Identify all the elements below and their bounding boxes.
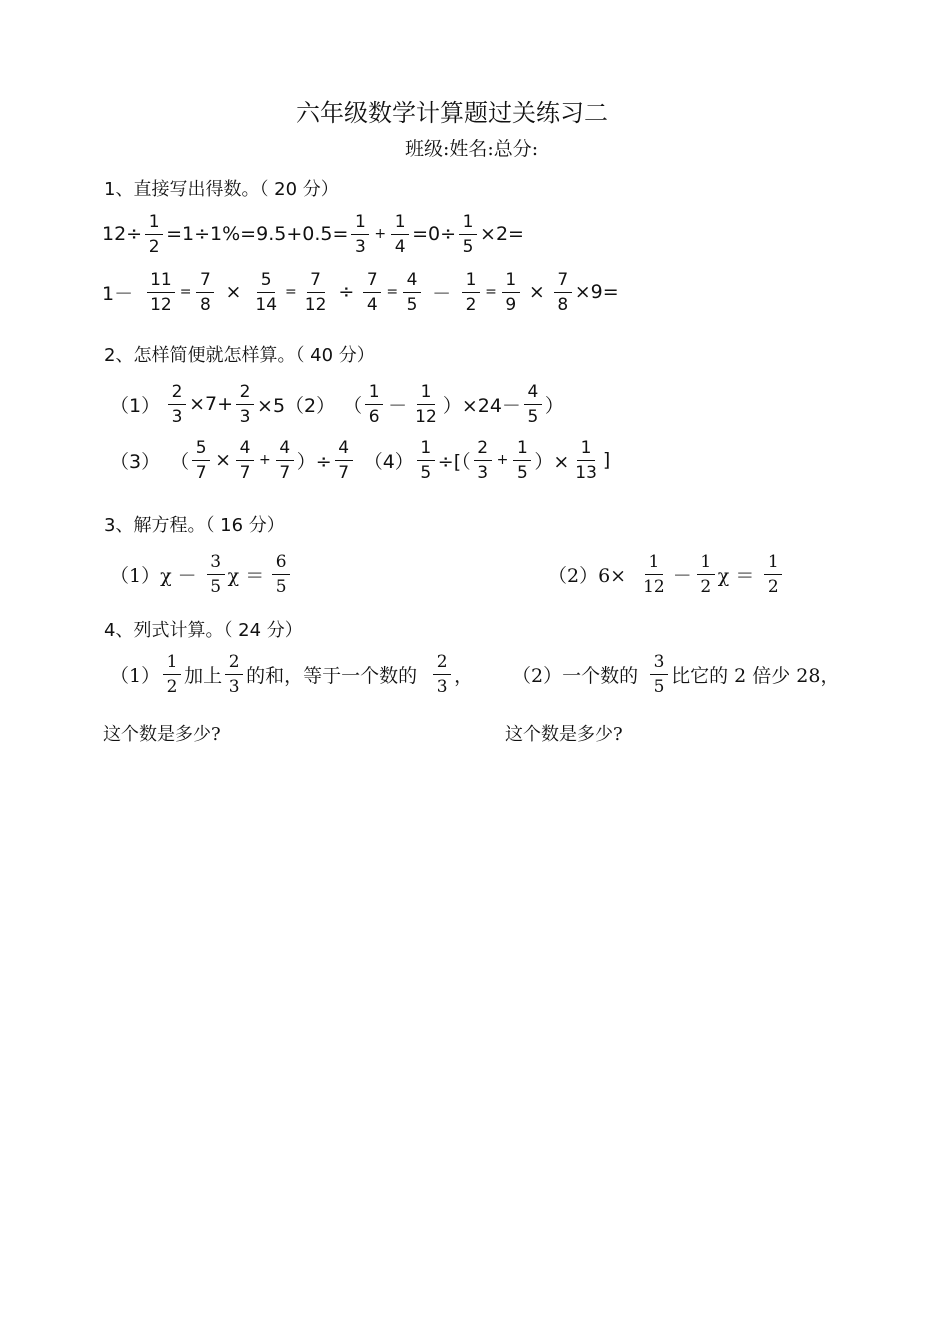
fraction: $\frac{1}{12}$ xyxy=(643,551,665,597)
fraction: $\frac{5}{14}$ xyxy=(255,269,278,315)
fraction: $\frac{5}{7}$ xyxy=(192,438,210,483)
word-problem-1 xyxy=(110,642,473,706)
text: =1÷1%=9.5+0.5= xyxy=(166,223,349,245)
text: ×7+ xyxy=(189,393,234,415)
text: 12÷ xyxy=(102,223,143,245)
fraction: $\frac{1}{12}$ xyxy=(415,381,437,427)
fraction: $\frac{1}{3}$ xyxy=(351,212,369,257)
equals-sign: = xyxy=(179,284,192,300)
paren: ） xyxy=(544,394,564,417)
text: ÷[（ xyxy=(437,450,471,473)
text: =0÷ xyxy=(412,223,457,245)
text: ×5（2） xyxy=(257,394,336,417)
fraction: $\frac{3}{5}$ xyxy=(207,552,225,597)
text: （1）χ － xyxy=(110,564,197,587)
fraction: $\frac{6}{5}$ xyxy=(272,552,290,597)
section-4-heading: 4、列式计算。（ 24 分） xyxy=(104,620,303,641)
section-1-heading: 1、直接写出得数。（ 20 分） xyxy=(104,179,339,200)
q2-row-1 xyxy=(110,372,564,436)
q1-row-2 xyxy=(102,260,619,324)
minus-sign: － xyxy=(672,564,692,587)
text: （2）6× xyxy=(548,564,627,587)
divide-sign: ÷ xyxy=(338,281,355,303)
label: （3） xyxy=(110,450,161,473)
fraction: $\frac{2}{3}$ xyxy=(168,382,186,427)
times-sign: × xyxy=(528,281,545,303)
fraction: $\frac{7}{12}$ xyxy=(304,269,327,315)
equals-sign: = xyxy=(485,284,497,300)
text: ）÷ xyxy=(296,450,332,473)
q1-row-1 xyxy=(102,202,524,266)
fraction: $\frac{2}{3}$ xyxy=(225,652,243,697)
equation-2 xyxy=(548,542,785,606)
section-3-heading: 3、解方程。（ 16 分） xyxy=(104,515,285,536)
text: 的和，等于一个数的 xyxy=(246,664,418,687)
question-prompt-1: 这个数是多少? xyxy=(103,724,221,745)
text: ×2= xyxy=(480,223,524,245)
text: ×9= xyxy=(574,281,619,303)
fraction: $\frac{1}{2}$ xyxy=(462,270,480,315)
fraction: $\frac{4}{7}$ xyxy=(335,438,353,483)
section-2-heading: 2、怎样简便就怎样算。（ 40 分） xyxy=(104,345,375,366)
label: （4） xyxy=(363,450,414,473)
fraction: $\frac{1}{6}$ xyxy=(365,382,383,427)
paren: （ xyxy=(170,450,190,473)
fraction: $\frac{4}{7}$ xyxy=(276,438,294,483)
label: （1） xyxy=(110,394,161,417)
text: ， xyxy=(454,664,474,687)
plus-sign: + xyxy=(496,452,509,468)
fraction: $\frac{4}{7}$ xyxy=(236,438,254,483)
question-prompt-2: 这个数是多少? xyxy=(505,724,623,745)
times-sign: × xyxy=(215,449,232,471)
fraction: $\frac{1}{2}$ xyxy=(145,212,163,257)
text: ）× xyxy=(534,450,570,473)
fraction: $\frac{1}{2}$ xyxy=(163,652,181,697)
q2-row-2 xyxy=(110,428,610,492)
fraction: $\frac{1}{13}$ xyxy=(575,437,597,483)
fraction: $\frac{7}{8}$ xyxy=(554,270,572,315)
text: ）×24－ xyxy=(442,394,521,417)
fraction: $\frac{2}{3}$ xyxy=(474,438,492,483)
minus-sign: － xyxy=(388,394,408,417)
bracket: ] xyxy=(602,449,611,471)
fraction: $\frac{4}{5}$ xyxy=(524,382,542,427)
text: 加上 xyxy=(184,664,223,687)
fraction: $\frac{7}{4}$ xyxy=(363,270,381,315)
fraction: $\frac{1}{9}$ xyxy=(502,270,520,315)
fraction: $\frac{1}{2}$ xyxy=(764,552,782,597)
times-sign: × xyxy=(225,281,242,303)
fraction: $\frac{7}{8}$ xyxy=(196,270,214,315)
text: χ ＝ xyxy=(227,564,265,587)
equation-1 xyxy=(110,542,293,606)
fraction: $\frac{1}{5}$ xyxy=(417,438,435,483)
text: 1－ xyxy=(102,282,134,305)
word-problem-2 xyxy=(512,642,839,706)
paren: （ xyxy=(343,394,363,417)
fraction: $\frac{3}{5}$ xyxy=(650,652,668,697)
student-info-line: 班级:姓名:总分: xyxy=(405,138,539,160)
equals-sign: = xyxy=(386,284,399,300)
fraction: $\frac{4}{5}$ xyxy=(403,270,421,315)
fraction: $\frac{1}{5}$ xyxy=(513,438,531,483)
text: （2）一个数的 xyxy=(512,664,639,687)
fraction: $\frac{2}{3}$ xyxy=(433,652,451,697)
minus-sign: － xyxy=(432,282,452,305)
fraction: $\frac{1}{4}$ xyxy=(391,212,409,257)
fraction: $\frac{1}{2}$ xyxy=(697,552,715,597)
fraction: $\frac{2}{3}$ xyxy=(236,382,254,427)
text: 比它的 2 倍少 28， xyxy=(671,664,840,687)
fraction: $\frac{11}{12}$ xyxy=(147,270,175,315)
text: （1） xyxy=(110,664,161,687)
fraction: $\frac{1}{5}$ xyxy=(459,212,477,257)
plus-sign: + xyxy=(374,226,387,242)
equals-sign: = xyxy=(285,284,297,300)
text: χ ＝ xyxy=(717,564,755,587)
page-title: 六年级数学计算题过关练习二 xyxy=(296,99,608,127)
plus-sign: + xyxy=(259,452,271,468)
